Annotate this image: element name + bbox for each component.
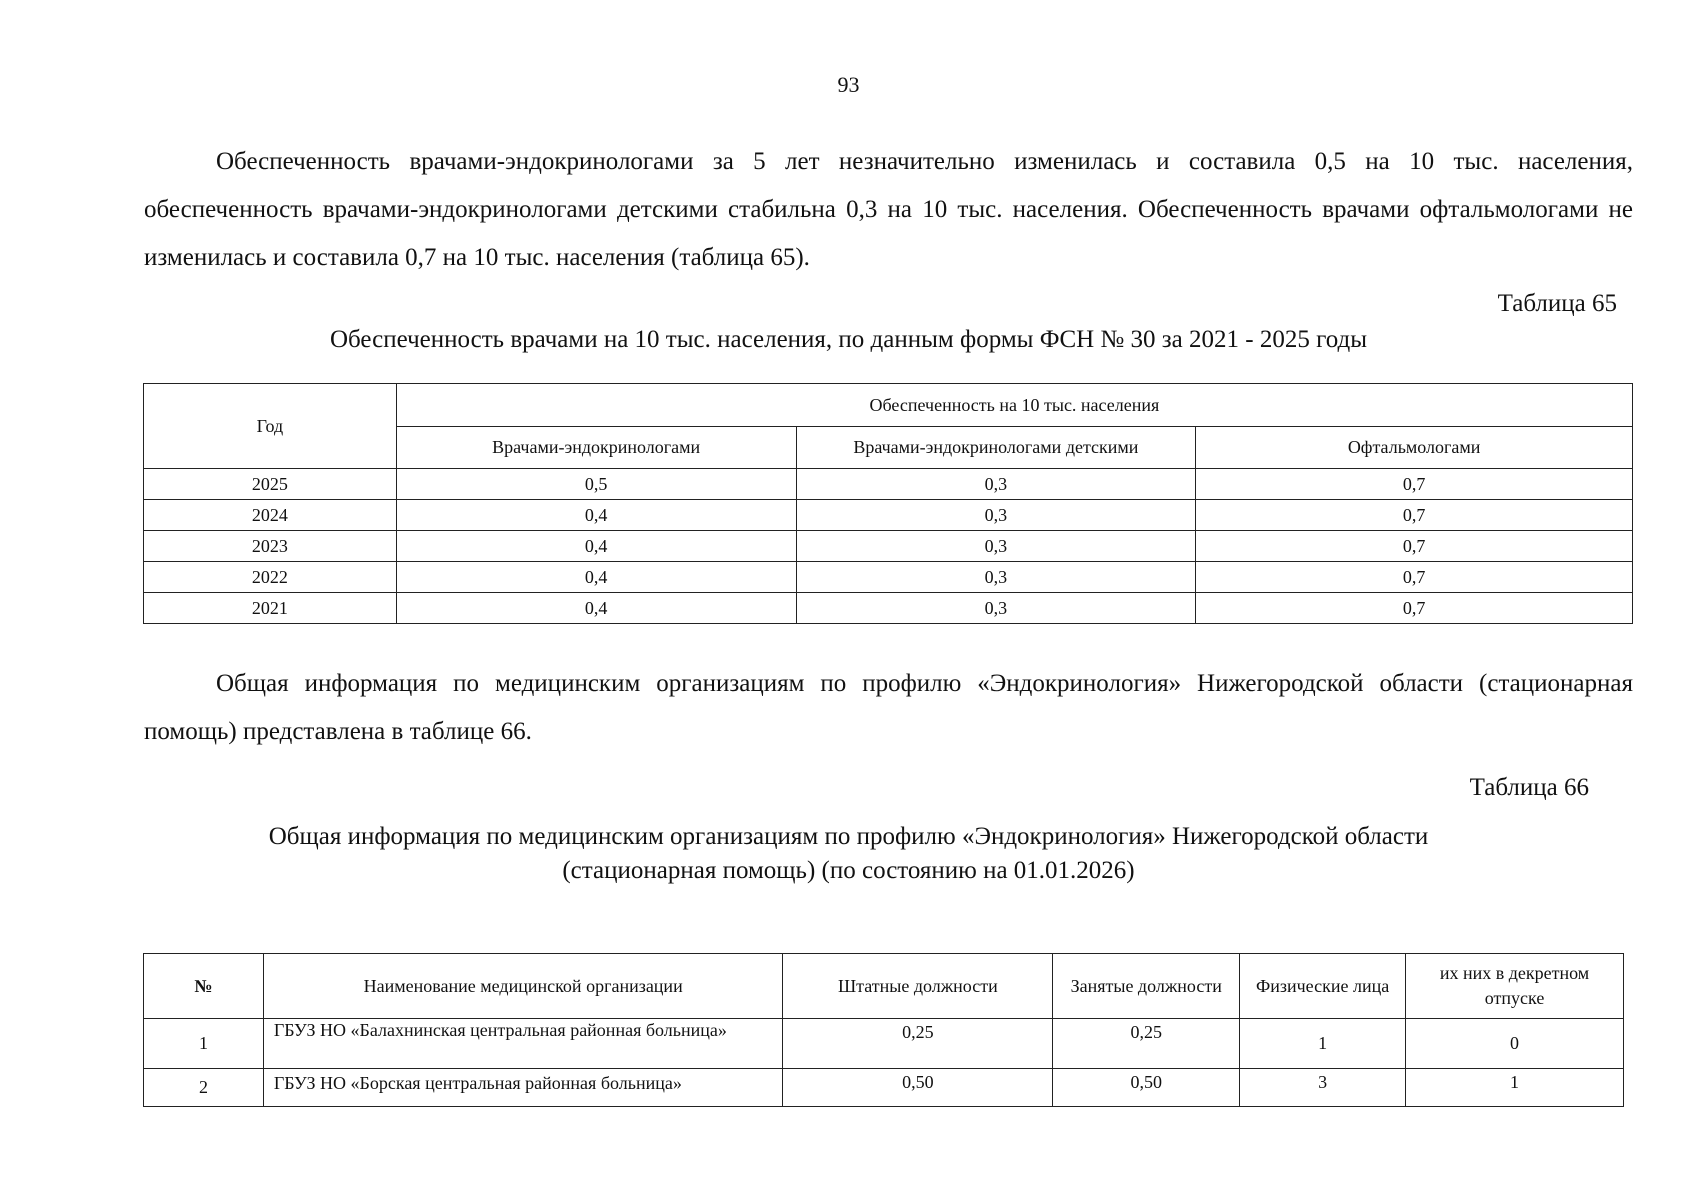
cell-value: 0,4 xyxy=(396,500,796,531)
cell-year: 2024 xyxy=(144,500,397,531)
cell-value: 0,4 xyxy=(396,562,796,593)
cell-value: 0,3 xyxy=(796,562,1196,593)
table-65 xyxy=(143,383,1633,624)
table-row xyxy=(144,1069,1624,1107)
cell-value: 0,4 xyxy=(396,531,796,562)
cell-year: 2023 xyxy=(144,531,397,562)
table-row xyxy=(144,531,1633,562)
cell-year: 2021 xyxy=(144,593,397,624)
cell-value: 0,7 xyxy=(1196,500,1633,531)
table-65-label: Таблица 65 xyxy=(1497,290,1617,317)
intro-paragraph: Обеспеченность врачами-эндокринологами за 5 лет незначительно изменилась и составила 0,5 на 10 тыс. населения, обеспеченность врачами-эндокринологами детскими стабильна 0,3 на 10 тыс. населения. Обеспеченность врачами офтальмологами не изменилась и составила 0,7 на 10 тыс. населения (таблица 65). xyxy=(144,148,1633,271)
table-66-title-line2: (стационарная помощь) (по состоянию на 01.01.2026) xyxy=(562,857,1135,884)
table-66-title xyxy=(0,820,1697,888)
header-maternity-leave: их них в декретном отпуске xyxy=(1406,954,1624,1019)
cell-staff-positions: 0,25 xyxy=(783,1019,1053,1069)
header-staff-positions: Штатные должности xyxy=(783,954,1053,1019)
cell-value: 0,3 xyxy=(796,593,1196,624)
cell-year: 2022 xyxy=(144,562,397,593)
header-organization-name: Наименование медицинской организации xyxy=(263,954,783,1019)
cell-value: 0,3 xyxy=(796,531,1196,562)
cell-value: 0,3 xyxy=(796,469,1196,500)
header-year: Год xyxy=(144,384,397,469)
header-occupied-positions: Занятые должности xyxy=(1053,954,1240,1019)
table-row xyxy=(144,1019,1624,1069)
page-number: 93 xyxy=(837,72,860,97)
cell-number: 1 xyxy=(144,1019,264,1069)
header-ophthalmologists: Офтальмологами xyxy=(1196,427,1633,469)
second-paragraph: Общая информация по медицинским организациям по профилю «Эндокринология» Нижегородской области (стационарная помощь) представлена в таблице 66. xyxy=(144,670,1633,745)
header-individuals: Физические лица xyxy=(1240,954,1406,1019)
table-66-title-line1: Общая информация по медицинским организациям по профилю «Эндокринология» Нижегородской области xyxy=(268,823,1429,850)
table-row xyxy=(144,500,1633,531)
cell-value: 0,5 xyxy=(396,469,796,500)
cell-staff-positions: 0,50 xyxy=(783,1069,1053,1107)
cell-occupied-positions: 0,25 xyxy=(1053,1019,1240,1069)
cell-organization-name: ГБУЗ НО «Балахнинская центральная районная больница» xyxy=(263,1019,783,1069)
cell-value: 0,7 xyxy=(1196,469,1633,500)
header-pediatric-endocrinologists: Врачами-эндокринологами детскими xyxy=(796,427,1196,469)
table-66-label: Таблица 66 xyxy=(1469,774,1589,801)
cell-value: 0,7 xyxy=(1196,562,1633,593)
cell-year: 2025 xyxy=(144,469,397,500)
cell-value: 0,4 xyxy=(396,593,796,624)
cell-value: 0,7 xyxy=(1196,531,1633,562)
cell-occupied-positions: 0,50 xyxy=(1053,1069,1240,1107)
cell-individuals: 1 xyxy=(1240,1019,1406,1069)
header-number: № xyxy=(144,954,264,1019)
header-group: Обеспеченность на 10 тыс. населения xyxy=(396,384,1632,427)
table-65-title: Обеспеченность врачами на 10 тыс. населения, по данным формы ФСН № 30 за 2021 - 2025 годы xyxy=(329,326,1367,353)
table-66 xyxy=(143,953,1624,1107)
cell-number: 2 xyxy=(144,1069,264,1107)
cell-value: 0,7 xyxy=(1196,593,1633,624)
table-row xyxy=(144,593,1633,624)
cell-organization-name: ГБУЗ НО «Борская центральная районная больница» xyxy=(263,1069,783,1107)
cell-maternity-leave: 0 xyxy=(1406,1019,1624,1069)
cell-value: 0,3 xyxy=(796,500,1196,531)
header-endocrinologists: Врачами-эндокринологами xyxy=(396,427,796,469)
table-row xyxy=(144,562,1633,593)
cell-individuals: 3 xyxy=(1240,1069,1406,1107)
cell-maternity-leave: 1 xyxy=(1406,1069,1624,1107)
table-row xyxy=(144,469,1633,500)
